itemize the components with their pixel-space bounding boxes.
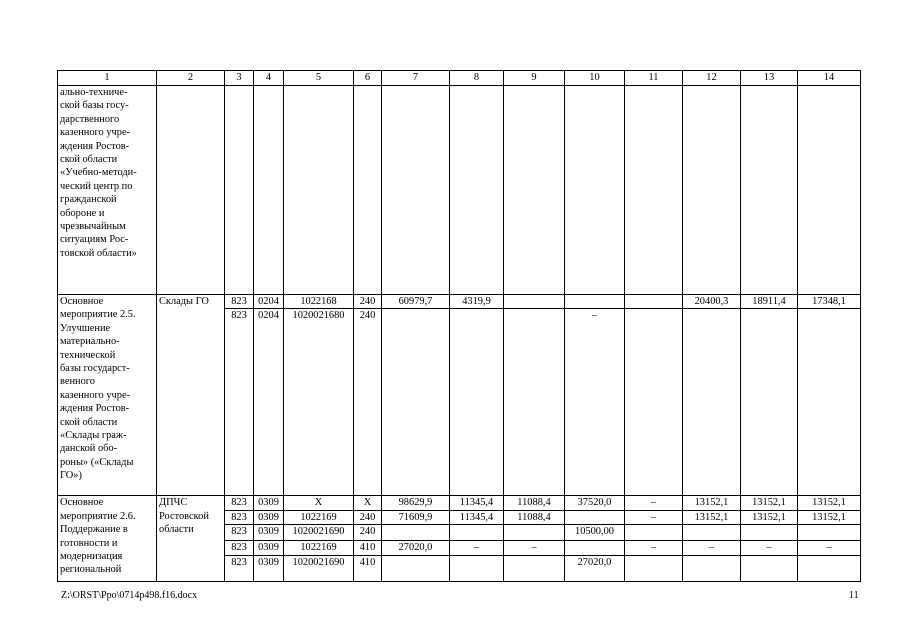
table-cell-c13: 13152,1 <box>741 510 798 524</box>
table-cell-c4: 0204 <box>254 295 284 309</box>
table-cell-c11 <box>625 555 683 581</box>
table-cell-c5: 1020021690 <box>284 525 354 541</box>
page-number: 11 <box>849 590 859 601</box>
table-cell <box>504 86 565 295</box>
table-cell-c14 <box>798 555 861 581</box>
activity-name-cell: ально-техниче- ской базы госу- дарственного казенного учре- ждения Ростов- ской области «Учебно-методи- ческий центр по гражданской обороне и чрезвычайным ситуациям Рос- товской области» <box>58 86 157 295</box>
table-cell-c10 <box>565 541 625 555</box>
header-cell: 3 <box>225 71 254 86</box>
table-cell-c10: 10500,00 <box>565 525 625 541</box>
table-row <box>58 295 861 309</box>
table-cell-c8 <box>450 555 504 581</box>
table-cell-c7: 27020,0 <box>382 541 450 555</box>
table-cell-c9: 11088,4 <box>504 496 565 510</box>
activity-name-cell: Основное мероприятие 2.5. Улучшение материально- технической базы государст- венного казенного учре- ждения Ростов- ской области «Склады граж- данской обо- роны» («Склады ГО») <box>58 295 157 496</box>
table-cell-c7 <box>382 555 450 581</box>
table-cell-c3: 823 <box>225 496 254 510</box>
table-cell-c8 <box>450 309 504 496</box>
table-cell <box>354 86 382 295</box>
table-cell-c12: 13152,1 <box>683 510 741 524</box>
table-cell-c6: 240 <box>354 510 382 524</box>
table-cell-c5: 1020021690 <box>284 555 354 581</box>
header-cell: 12 <box>683 71 741 86</box>
table-cell-c4: 0309 <box>254 510 284 524</box>
table-cell-c10 <box>565 295 625 309</box>
table-cell-c13: – <box>741 541 798 555</box>
table-cell-c10 <box>565 510 625 524</box>
table-cell-c11: – <box>625 541 683 555</box>
table-cell-c12 <box>683 555 741 581</box>
table-cell <box>157 86 225 295</box>
header-cell: 1 <box>58 71 157 86</box>
table-cell-c6: Х <box>354 496 382 510</box>
table-cell-c6: 410 <box>354 541 382 555</box>
table-cell-c9: 11088,4 <box>504 510 565 524</box>
table-cell <box>798 86 861 295</box>
table-cell-c13 <box>741 555 798 581</box>
table-cell-c14: – <box>798 541 861 555</box>
table-cell-c10: – <box>565 309 625 496</box>
table-cell-c9 <box>504 295 565 309</box>
table-cell-c10: 27020,0 <box>565 555 625 581</box>
table-cell-c4: 0309 <box>254 555 284 581</box>
table-cell-c6: 240 <box>354 309 382 496</box>
activity-name-cell: Основное мероприятие 2.6. Поддержание в готовности и модернизация региональной <box>58 496 157 581</box>
table-cell-c12: – <box>683 541 741 555</box>
table-cell-c8: – <box>450 541 504 555</box>
table-cell-c6: 240 <box>354 295 382 309</box>
table-cell-c7 <box>382 309 450 496</box>
header-row <box>58 71 861 86</box>
header-cell: 14 <box>798 71 861 86</box>
table-cell <box>683 86 741 295</box>
table-cell <box>225 86 254 295</box>
table-cell-c3: 823 <box>225 525 254 541</box>
table-cell-c11 <box>625 309 683 496</box>
table-cell-c5: 1020021680 <box>284 309 354 496</box>
table-cell-c7: 98629,9 <box>382 496 450 510</box>
header-cell: 2 <box>157 71 225 86</box>
table-cell-c13 <box>741 309 798 496</box>
table-cell-c3: 823 <box>225 555 254 581</box>
table-cell <box>382 86 450 295</box>
table-cell-c3: 823 <box>225 541 254 555</box>
header-cell: 10 <box>565 71 625 86</box>
table-row <box>58 496 861 510</box>
header-cell: 5 <box>284 71 354 86</box>
table-cell-c3: 823 <box>225 510 254 524</box>
table-cell-c4: 0309 <box>254 525 284 541</box>
table-cell-c5: 1022169 <box>284 541 354 555</box>
header-cell: 6 <box>354 71 382 86</box>
table-cell-c5: 1022169 <box>284 510 354 524</box>
table-cell-c5: 1022168 <box>284 295 354 309</box>
table-cell-c12 <box>683 525 741 541</box>
table-cell-c5: Х <box>284 496 354 510</box>
table-cell-c6: 410 <box>354 555 382 581</box>
executor-cell: ДПЧС Ростовской области <box>157 496 225 581</box>
table-cell-c12 <box>683 309 741 496</box>
table-cell-c6: 240 <box>354 525 382 541</box>
table-cell <box>254 86 284 295</box>
table-cell-c14: 13152,1 <box>798 496 861 510</box>
table-cell-c3: 823 <box>225 309 254 496</box>
table-cell-c7 <box>382 525 450 541</box>
table-cell-c4: 0309 <box>254 541 284 555</box>
table-cell-c13: 13152,1 <box>741 496 798 510</box>
header-cell: 4 <box>254 71 284 86</box>
table-cell-c14: 17348,1 <box>798 295 861 309</box>
header-cell: 7 <box>382 71 450 86</box>
table-cell-c10: 37520,0 <box>565 496 625 510</box>
table-cell <box>284 86 354 295</box>
table-cell-c12: 13152,1 <box>683 496 741 510</box>
table-cell-c7: 60979,7 <box>382 295 450 309</box>
header-cell: 13 <box>741 71 798 86</box>
table-cell <box>565 86 625 295</box>
table-cell-c8: 11345,4 <box>450 510 504 524</box>
table-cell-c9 <box>504 525 565 541</box>
table-cell-c13: 18911,4 <box>741 295 798 309</box>
table-cell-c4: 0309 <box>254 496 284 510</box>
table-cell-c9 <box>504 309 565 496</box>
table-cell <box>450 86 504 295</box>
table-cell-c13 <box>741 525 798 541</box>
table-cell-c9: – <box>504 541 565 555</box>
table-cell-c14 <box>798 525 861 541</box>
table-row <box>58 86 861 295</box>
executor-cell: Склады ГО <box>157 295 225 496</box>
table-cell-c11 <box>625 295 683 309</box>
table-cell-c3: 823 <box>225 295 254 309</box>
table-cell-c9 <box>504 555 565 581</box>
table-cell-c11: – <box>625 496 683 510</box>
table-cell-c4: 0204 <box>254 309 284 496</box>
table-cell-c11: – <box>625 510 683 524</box>
table-cell <box>625 86 683 295</box>
header-cell: 11 <box>625 71 683 86</box>
table-cell-c14: 13152,1 <box>798 510 861 524</box>
table-cell-c11 <box>625 525 683 541</box>
table-cell-c12: 20400,3 <box>683 295 741 309</box>
table-cell-c7: 71609,9 <box>382 510 450 524</box>
table-cell-c8: 4319,9 <box>450 295 504 309</box>
table-cell <box>741 86 798 295</box>
table-cell-c8: 11345,4 <box>450 496 504 510</box>
budget-table <box>57 70 861 582</box>
header-cell: 9 <box>504 71 565 86</box>
table-cell-c8 <box>450 525 504 541</box>
table-cell-c14 <box>798 309 861 496</box>
header-cell: 8 <box>450 71 504 86</box>
footer-file-path: Z:\ORST\Ppo\0714p498.f16.docx <box>61 590 198 601</box>
